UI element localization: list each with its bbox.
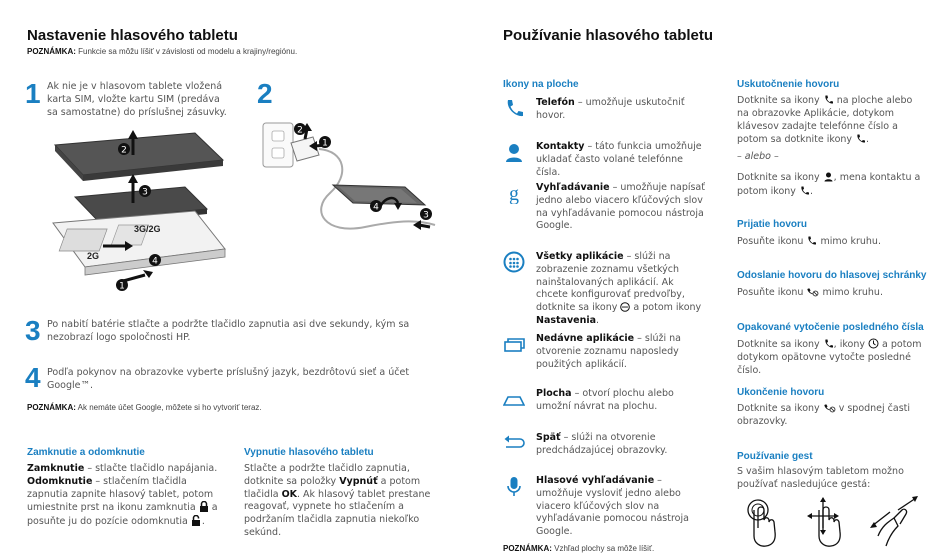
off-text-1: Stlačte a podržte tlačidlo zapnutia, dotknite sa položky <box>244 463 410 487</box>
all-apps-icon <box>503 251 525 273</box>
voice-search-desc: Hlasové vyhľadávanie – umožňuje vysloviť jedno alebo viacero kľúčových slov na vyhľadávanie pomocou nástroja Google. <box>536 475 689 538</box>
lock-title: Zamknutie a odomknutie <box>27 447 145 458</box>
recent-apps-desc: Nedávne aplikácie – slúži na otvorenie zoznamu naposledy použitých aplikácií. <box>536 333 681 370</box>
accept-call-title: Prijatie hovoru <box>737 219 808 230</box>
redial-text-3: a potom dotykom opätovne vytočte posledné číslo. <box>737 339 922 376</box>
accept-text-1: Posuňte ikonu <box>737 236 807 247</box>
gestures-title: Používanie gest <box>737 451 813 462</box>
icon-item-all-apps <box>503 251 703 326</box>
voicemail-text <box>737 286 922 300</box>
microphone-icon <box>503 475 525 497</box>
phone-decline-icon <box>806 286 819 297</box>
recent-apps-icon <box>503 333 525 355</box>
voicemail-title: Odoslanie hovoru do hlasovej schránky <box>737 270 927 281</box>
svg-text:1: 1 <box>119 281 125 292</box>
sim-install-diagram <box>45 125 235 295</box>
sim-3g-label: 3G/2G <box>134 224 161 234</box>
icon-item-phone <box>503 97 703 127</box>
menu-icon <box>620 302 630 312</box>
svg-text:1: 1 <box>322 138 328 149</box>
contacts-desc: Kontakty – táto funkcia umožňuje ukladať často volané telefónne čísla. <box>536 141 702 178</box>
unlock-desc-1: – stlačením tlačidla zapnutia zapnite hlasový tablet, potom umiestnite prst na ikonu zamknutia <box>27 475 214 514</box>
call-text-4: Dotknite sa ikony <box>737 172 823 183</box>
step-1-number: 1 <box>25 78 41 109</box>
note-label: POZNÁMKA: <box>27 47 76 56</box>
tap-gesture-icon <box>738 496 780 548</box>
phone-icon <box>806 235 817 246</box>
icon-item-back <box>503 432 703 462</box>
vm-text-2: mimo kruhu. <box>819 287 883 298</box>
step-4-text: Podľa pokynov na obrazovke vyberte príslušný jazyk, bezdrôtovú sieť a účet Google™. <box>47 367 410 391</box>
note-label: POZNÁMKA: <box>27 403 76 412</box>
gestures-text: S vašim hlasovým tabletom možno používať nasledujúce gestá: <box>737 466 904 490</box>
svg-text:4: 4 <box>373 202 379 213</box>
end-call-icon <box>823 402 836 413</box>
off-bold-1: Vypnúť <box>339 475 378 487</box>
make-call-or: – alebo – <box>737 151 779 162</box>
svg-text:4: 4 <box>152 256 158 267</box>
charging-callout-2 <box>294 123 306 136</box>
redial-text-1: Dotknite sa ikony <box>737 339 823 350</box>
call-text-6: . <box>809 185 813 197</box>
make-call-alt-text <box>737 171 922 199</box>
charging-diagram <box>255 115 445 245</box>
back-desc: Späť – slúži na otvorenie predchádzajúcej obrazovky. <box>536 432 668 456</box>
note-text: Funkcie sa môžu líšiť v závislosti od modelu a krajiny/regiónu. <box>78 47 298 56</box>
lock-open-icon <box>191 515 202 526</box>
end-call-text <box>737 402 922 429</box>
google-note <box>27 403 262 412</box>
unlock-label: Odomknutie <box>27 475 93 487</box>
redial-text-2: , ikony <box>833 339 868 350</box>
power-off-text <box>244 463 439 540</box>
svg-text:2: 2 <box>297 125 303 136</box>
callout-1 <box>116 279 128 292</box>
call-text-1: Dotknite sa ikony <box>737 95 823 106</box>
step-1-text: Ak nie je v hlasovom tablete vložená karta SIM, vložte kartu SIM (predáva sa samostatne) do príslušnej zásuvky. <box>47 81 227 118</box>
lock-label: Zamknutie <box>27 463 85 474</box>
contacts-icon <box>503 141 525 163</box>
step-3-number: 3 <box>25 315 41 346</box>
off-text-3: . Ak hlasový tablet prestane reagovať, vypnete ho stlačením a podržaním tlačidla zapnutia niekoľko sekúnd. <box>244 488 431 538</box>
redial-title: Opakované vytočenie posledného čísla <box>737 322 924 333</box>
icon-item-contacts <box>503 141 703 178</box>
pinch-gesture-icon <box>868 496 920 548</box>
phone-desc: Telefón – umožňuje uskutočniť hovor. <box>536 97 685 121</box>
all-apps-desc: Všetky aplikácie – slúži na zobrazenie zoznamu všetkých nainštalovaných aplikácií. Ak chcete konfigurovať predvoľby, dotknite sa ikony a potom ikony Nastavenia. <box>536 251 702 326</box>
sim-2g-label: 2G <box>87 251 100 261</box>
end-text-1: Dotknite sa ikony <box>737 403 823 414</box>
home-icons-title: Ikony na ploche <box>503 79 579 90</box>
back-icon <box>503 432 525 454</box>
svg-text:g: g <box>509 183 519 204</box>
setup-title: Nastavenie hlasového tabletu <box>27 27 238 44</box>
make-call-text <box>737 94 922 147</box>
google-search-icon <box>503 182 525 204</box>
call-text-3: . <box>866 134 870 146</box>
phone-icon <box>503 97 525 119</box>
usage-title: Používanie hlasového tabletu <box>503 27 714 44</box>
lock-text <box>27 463 222 529</box>
call-text-5: , mena kontaktu a potom ikony <box>737 172 921 197</box>
icon-item-home <box>503 388 703 418</box>
step-2-number: 2 <box>257 78 273 109</box>
phone-icon <box>799 185 810 196</box>
phone-icon <box>823 94 834 105</box>
step-3-text: Po nabití batérie stlačte a podržte tlačidlo zapnutia asi dve sekundy, kým sa nezobrazí logo spoločnosti HP. <box>47 319 410 343</box>
end-text-2: v spodnej časti obrazovky. <box>737 403 911 427</box>
home-icon <box>503 388 525 410</box>
charging-callout-3 <box>420 208 432 221</box>
make-call-title: Uskutočnenie hovoru <box>737 79 840 90</box>
swipe-gesture-icon <box>803 496 845 548</box>
off-bold-2: OK <box>281 488 297 500</box>
clock-icon <box>868 338 879 349</box>
phone-icon <box>855 133 866 144</box>
note-text: Vzhľad plochy sa môže líšiť. <box>554 544 655 553</box>
lock-desc: – stlačte tlačidlo napájania. <box>84 463 218 474</box>
svg-text:3: 3 <box>423 210 429 221</box>
search-desc: Vyhľadávanie – umožňuje napísať jedno alebo viacero kľúčových slov na vyhľadávanie pomocou nástroja Google. <box>536 182 705 232</box>
accept-call-text <box>737 235 922 249</box>
unlock-desc-2: a posuňte ju do pozície odomknutia <box>27 502 218 528</box>
redial-text <box>737 338 927 377</box>
icon-item-recent-apps <box>503 333 703 373</box>
home-desc: Plocha – otvorí plochu alebo umožní návrat na plochu. <box>536 388 674 412</box>
end-call-title: Ukončenie hovoru <box>737 387 825 398</box>
charging-callout-4 <box>370 200 382 213</box>
icon-item-search <box>503 182 703 234</box>
lock-closed-icon <box>199 501 209 512</box>
home-screen-note <box>503 544 654 553</box>
phone-icon <box>823 338 834 349</box>
call-text-2: na ploche alebo na obrazovke Aplikácie, dotykom klávesov zadajte telefónne číslo a potom sa dotknite ikony <box>737 95 913 146</box>
svg-text:3: 3 <box>142 187 148 198</box>
icon-item-voice-search <box>503 475 703 538</box>
step-4-number: 4 <box>25 362 41 393</box>
off-text-2: a potom tlačidla <box>244 475 421 500</box>
unlock-desc-3: . <box>201 516 205 528</box>
note-text: Ak nemáte účet Google, môžete si ho vytvoriť teraz. <box>77 403 262 412</box>
setup-note <box>27 47 297 56</box>
svg-text:2: 2 <box>121 145 127 156</box>
note-label: POZNÁMKA: <box>503 544 552 553</box>
power-off-title: Vypnutie hlasového tabletu <box>244 447 374 458</box>
accept-text-2: mimo kruhu. <box>817 236 881 247</box>
contacts-icon <box>823 171 834 182</box>
vm-text-1: Posuňte ikonu <box>737 287 807 298</box>
